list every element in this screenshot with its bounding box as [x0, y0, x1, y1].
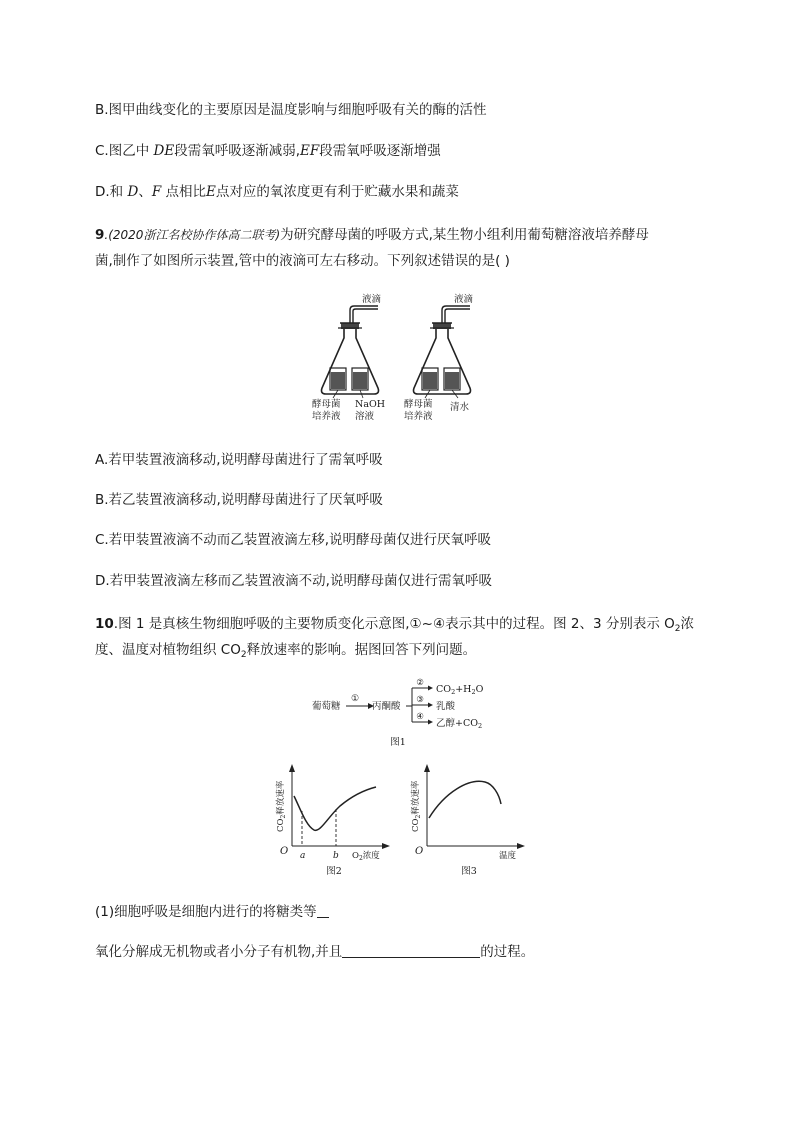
left-flask	[322, 306, 379, 398]
q10-figure-1	[300, 676, 500, 750]
fig2-tick-a: a	[300, 851, 306, 861]
fig2-ylabel: $CO_2$释放速率	[276, 780, 287, 832]
q9-option-c: C.若甲装置液滴不动而乙装置液滴左移,说明酵母菌仅进行厌氧呼吸	[95, 532, 492, 548]
fig3-origin: O	[415, 846, 424, 857]
q10-stem-line1: 10.图 1 是真核生物细胞呼吸的主要物质变化示意图,①~④表示其中的过程。图 2、3 分别表示 $O_2$浓	[95, 616, 694, 634]
right-droplet-label: 液滴	[454, 294, 474, 305]
right-yeast-label-1: 酵母菌	[404, 399, 433, 410]
right-water-label: 清水	[450, 402, 470, 413]
q10-sub1-line1: (1)细胞呼吸是细胞内进行的将糖类等	[95, 902, 329, 922]
q9-option-a: A.若甲装置液滴移动,说明酵母菌进行了需氧呼吸	[95, 452, 383, 468]
answer-blank-1[interactable]	[317, 903, 329, 918]
left-yeast-label-1: 酵母菌	[312, 399, 341, 410]
fig1-glucose: 葡萄糖	[312, 701, 341, 712]
left-naoh-label-1: NaOH	[355, 399, 386, 410]
left-yeast-label-2: 培养液	[312, 411, 341, 422]
fig2-curve	[294, 787, 376, 830]
fig1-step1: ①	[350, 694, 360, 704]
q8-option-d: D.和 D、F 点相比E点对应的氧浓度更有利于贮藏水果和蔬菜	[95, 184, 459, 200]
right-flask	[414, 306, 471, 398]
q9-source: .(2020浙江名校协作体高二联考)	[104, 228, 281, 242]
q10-stem-line2: 度、温度对植物组织 $CO_2$释放速率的影响。据图回答下列问题。	[95, 642, 477, 660]
fig2-caption: 图2	[326, 866, 342, 877]
answer-blank-2[interactable]	[342, 943, 480, 958]
q9-stem-line2: 菌,制作了如图所示装置,管中的液滴可左右移动。下列叙述错误的是( )	[95, 253, 510, 269]
right-yeast-label-2: 培养液	[404, 411, 433, 422]
q9-option-b: B.若乙装置液滴移动,说明酵母菌进行了厌氧呼吸	[95, 492, 383, 508]
fig3-xlabel: 温度	[499, 851, 517, 861]
fig3-curve	[429, 781, 501, 818]
fig3-caption: 图3	[461, 866, 477, 877]
q10-figure-3	[405, 762, 535, 880]
left-droplet-label: 液滴	[362, 294, 382, 305]
fig2-tick-b: b	[333, 851, 339, 861]
q8-option-b: B.图甲曲线变化的主要原因是温度影响与细胞呼吸有关的酶的活性	[95, 102, 487, 118]
fig1-step3: ③	[416, 695, 424, 705]
q9-number: 9	[95, 227, 105, 243]
fig1-caption: 图1	[390, 737, 406, 748]
fig2-origin: O	[280, 846, 289, 857]
fig1-product-2: $CO_2+H_2O$	[436, 684, 484, 696]
q9-stem-line1: 9.(2020浙江名校协作体高二联考)为研究酵母菌的呼吸方式,某生物小组利用葡萄糖溶液培养酵母	[95, 227, 649, 243]
fig1-pyruvate: 丙酮酸	[372, 701, 401, 712]
q9-option-d: D.若甲装置液滴左移而乙装置液滴不动,说明酵母菌仅进行需氧呼吸	[95, 573, 492, 589]
fig1-step2: ②	[416, 678, 424, 688]
fig1-step4: ④	[416, 712, 424, 722]
fig1-product-4: 乙醇$+CO_2$	[436, 718, 483, 730]
q10-number: 10	[95, 616, 114, 632]
fig1-product-3: 乳酸	[436, 701, 456, 712]
left-naoh-label-2: 溶液	[355, 411, 375, 422]
q8-option-c: C.图乙中 DE段需氧呼吸逐渐减弱,EF段需氧呼吸逐渐增强	[95, 143, 441, 159]
q9-apparatus-figure	[300, 290, 500, 428]
fig2-xlabel: $O_2$浓度	[352, 851, 380, 862]
q10-sub1-line2: 氧化分解成无机物或者小分子有机物,并且 的过程。	[95, 944, 535, 960]
q10-figure-2	[270, 762, 400, 880]
fig3-ylabel: $CO_2$释放速率	[411, 780, 422, 832]
